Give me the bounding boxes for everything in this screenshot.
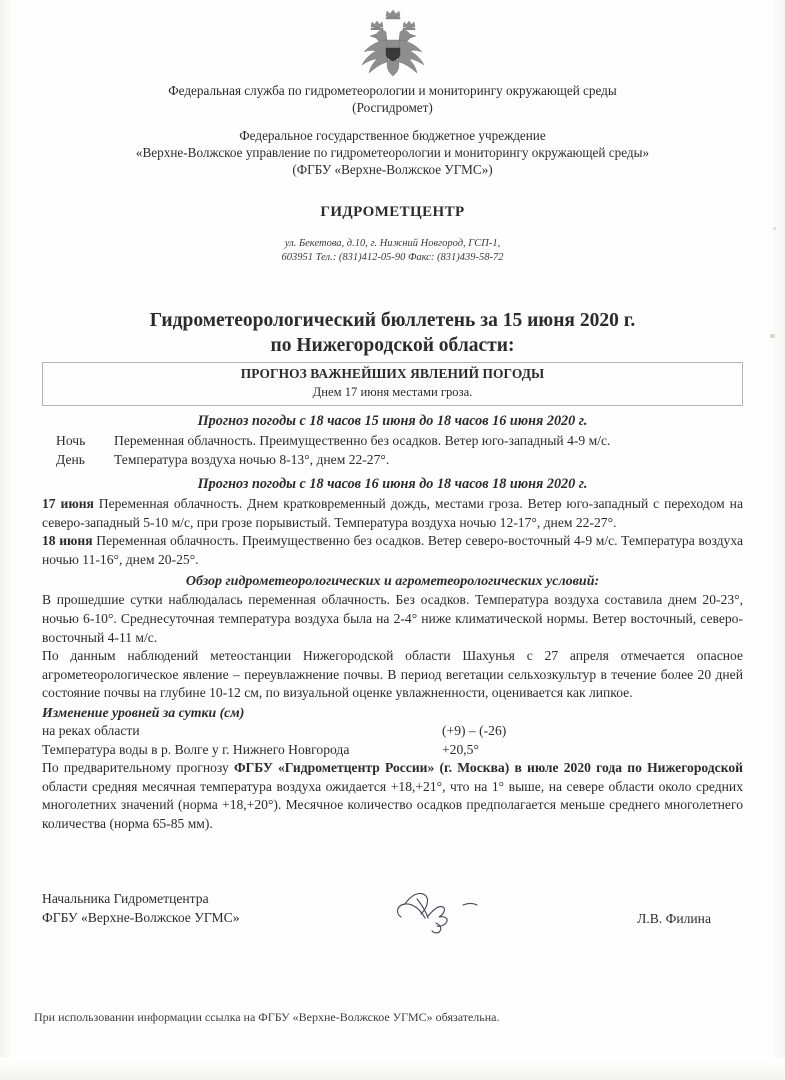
day-18-label: 18 июня: [42, 533, 93, 549]
review-heading: Обзор гидрометеорологических и агрометеорологических условий:: [185, 574, 600, 590]
address-block: [42, 237, 743, 264]
forecast-1-day-row: [42, 451, 743, 470]
level-name: Температура воды в р. Волге у г. Нижнего Новгорода: [42, 741, 350, 757]
day-18-text: Переменная облачность. Преимущественно без осадков. Ветер северо-восточный 4-9 м/с. Температура воздуха ночью 11-16°, днем 20-25°.: [42, 533, 743, 567]
level-value: +20,5°: [442, 741, 479, 757]
scan-edge-bottom: [0, 1058, 785, 1080]
level-row: [42, 740, 743, 759]
eagle-shield: [386, 48, 400, 61]
forecast-day-18-paragraph: [42, 532, 743, 569]
address-line-1: ул. Бекетова, д.10, г. Нижний Новгород, ГСП-1,: [284, 238, 501, 249]
signature-block: [42, 889, 743, 953]
monthly-bold-part: ФГБУ «Гидрометцентр России» (г. Москва) в июле 2020 года по Нижегородской: [233, 759, 744, 775]
review-paragraph-1: В прошедшие сутки наблюдалась переменная облачность. Без осадков. Температура воздуха составила днем 20-23°, ночью 6-10°. Среднесуточная температура воздуха была на 2-4° ниже климатической нормы. Ветер восточный, северо-восточный 4-11 м/с.: [42, 592, 743, 645]
page-title-line-2: по Нижегородской области:: [270, 335, 515, 356]
day-label: День: [56, 451, 85, 467]
forecast-day-17-paragraph: [42, 495, 743, 532]
level-value: (+9) – (-26): [442, 722, 507, 738]
warning-text: Днем 17 июня местами гроза.: [312, 385, 473, 399]
signer-name: Л.В. Филина: [637, 911, 711, 927]
warning-heading: ПРОГНОЗ ВАЖНЕЙШИХ ЯВЛЕНИЙ ПОГОДЫ: [240, 366, 545, 381]
monthly-text-part-1: По предварительному прогнозу: [42, 759, 234, 775]
institution-line-2: «Верхне-Волжское управление по гидрометеорологии и мониторингу окружающей среды»: [135, 145, 650, 160]
level-name: на реках области: [42, 722, 140, 738]
forecast-1-heading: Прогноз погоды с 18 часов 15 июня до 18 часов 16 июня 2020 г.: [197, 413, 588, 429]
agency-line-2: (Росгидромет): [352, 100, 433, 115]
levels-heading: Изменение уровней за сутки (см): [42, 704, 245, 720]
important-weather-warning-box: [42, 362, 743, 406]
monthly-text-part-2: области средняя месячная температура воздуха ожидается +18,+21°, что на 1° выше, на севере области около средних многолетних значений (норма +18,+20°). Месячное количество осадков предполагается меньше среднего многолетнего количества (норма 65-85 мм).: [42, 778, 743, 831]
forecast-1-night-row: [42, 432, 743, 451]
russian-double-headed-eagle-emblem: [350, 6, 436, 78]
monthly-forecast-paragraph: [42, 759, 743, 833]
signer-position-line-2: ФГБУ «Верхне-Волжское УГМС»: [42, 910, 240, 926]
level-row: [42, 721, 743, 740]
handwritten-signature: [387, 883, 507, 941]
footer-note: При использовании информации ссылка на ФГБУ «Верхне-Волжское УГМС» обязательна.: [34, 1010, 500, 1024]
forecast-2-heading: Прогноз погоды с 18 часов 16 июня до 18 часов 18 июня 2020 г.: [197, 476, 588, 492]
agency-line-1: Федеральная служба по гидрометеорологии и мониторингу окружающей среды: [168, 83, 617, 98]
day-17-text: Переменная облачность. Днем кратковременный дождь, местами гроза. Ветер юго-западный с переходом на северо-западный 5-10 м/с, при грозе порывистый. Температура воздуха ночью 12-17°, днем 22-27°.: [42, 496, 743, 530]
night-label: Ночь: [56, 433, 86, 448]
review-paragraph-2: По данным наблюдений метеостанции Нижегородской области Шахунья с 27 апреля отмечается опасное агрометеорологическое явление – переувлажнение почвы. В период вегетации сельхозкультур в течение более 20 дней состояние почвы на глубине 10-12 см, по визуальной оценке увлажненности, оценивается как липкое.: [42, 648, 743, 701]
signer-position-line-1: Начальника Гидрометцентра: [42, 891, 209, 907]
emblem-container: [42, 0, 743, 76]
page-title: [42, 308, 743, 358]
forecast-1-line-2: Температура воздуха ночью 8-13°, днем 22-27°.: [114, 451, 390, 467]
address-line-2: 603951 Тел.: (831)412-05-90 Факс: (831)439-58-72: [281, 251, 504, 263]
forecast-1-line-1: Переменная облачность. Преимущественно без осадков. Ветер юго-западный 4-9 м/с.: [114, 433, 611, 448]
institution-line-1: Федеральное государственное бюджетное учреждение: [239, 128, 546, 143]
day-17-label: 17 июня: [42, 496, 94, 511]
organisation-header: [42, 82, 743, 178]
page-title-line-1: Гидрометеорологический бюллетень за 15 июня 2020 г.: [149, 310, 636, 331]
institution-line-3: (ФГБУ «Верхне-Волжское УГМС»): [292, 162, 493, 177]
hydrometcenter-title: ГИДРОМЕТЦЕНТР: [320, 204, 465, 220]
